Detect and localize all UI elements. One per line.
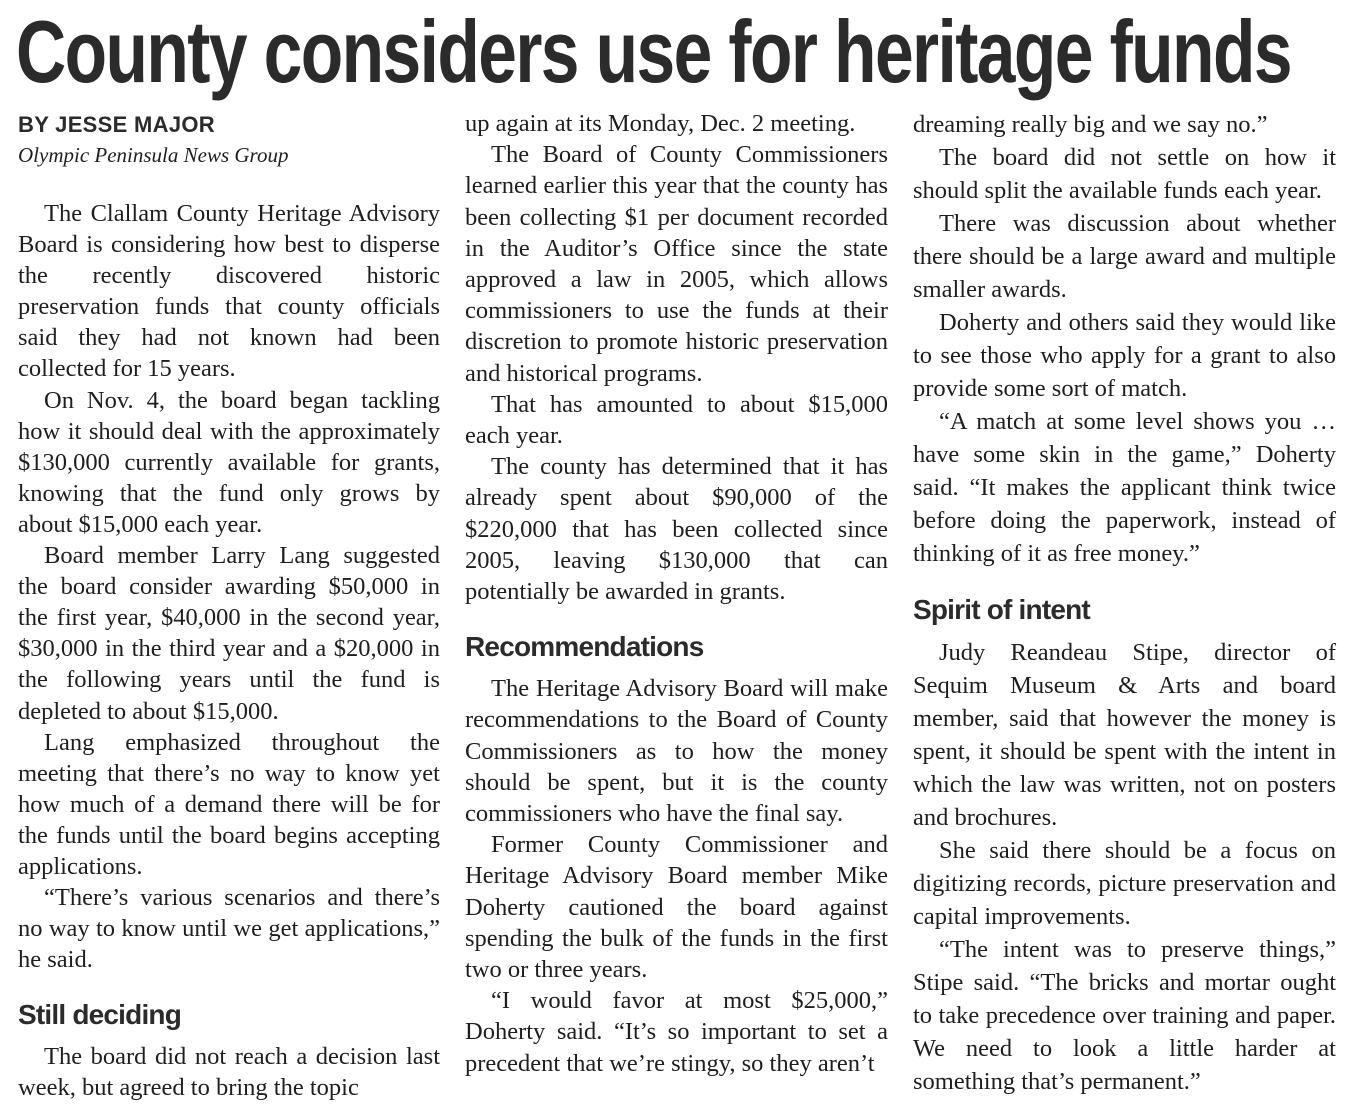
paragraph: That has amounted to about $15,000 each year. bbox=[465, 390, 888, 450]
paragraph: Judy Reandeau Stipe, director of Sequim Museum & Arts and board member, said that however the money is spent, it should be spent with the intent in which the law was written, not on posters and brochures. bbox=[913, 639, 1336, 831]
paragraph: Board member Larry Lang suggested the board consider awarding $50,000 in the first year, $40,000 in the second year, $30,000 in the third year and a $20,000 in the following years until the fund is depleted to about $15,000. bbox=[18, 542, 440, 725]
byline-affiliation: Olympic Peninsula News Group bbox=[18, 143, 289, 167]
subhead-still-deciding: Still deciding bbox=[18, 999, 182, 1031]
paragraph: She said there should be a focus on digitizing records, picture preservation and capital improvements. bbox=[913, 837, 1336, 930]
paragraph: The Board of County Commissioners learned earlier this year that the county has been collecting $1 per document recorded in the Auditor’s Office since the state approved a law in 2005, which allows commissioners to use the funds at their discretion to promote historic preservation and historical programs. bbox=[465, 141, 888, 387]
subhead-recommendations: Recommendations bbox=[465, 631, 704, 663]
paragraph: “I would favor at most $25,000,” Doherty said. “It’s so important to set a precedent that we’re stingy, so they aren’t bbox=[465, 987, 888, 1077]
paragraph: “There’s various scenarios and there’s no way to know until we get applications,” he said. bbox=[18, 884, 440, 974]
article-column-1 bbox=[18, 108, 440, 1104]
article-column-3 bbox=[913, 108, 1336, 1098]
headline: County considers use for heritage funds bbox=[16, 2, 1291, 101]
paragraph: “A match at some level shows you … have some skin in the game,” Doherty said. “It makes the applicant think twice before doing the paperwork, instead of thinking of it as free money.” bbox=[913, 408, 1336, 567]
paragraph: “The intent was to preserve things,” Stipe said. “The bricks and mortar ought to take precedence over training and paper. We need to look a little harder at something that’s permanent.” bbox=[913, 936, 1336, 1095]
subhead-spirit-of-intent: Spirit of intent bbox=[913, 594, 1090, 625]
paragraph: Former County Commissioner and Heritage Advisory Board member Mike Doherty cautioned the board against spending the bulk of the funds in the first two or three years. bbox=[465, 831, 888, 984]
paragraph-continued: up again at its Monday, Dec. 2 meeting. bbox=[465, 110, 856, 137]
article-column-2 bbox=[465, 108, 888, 1079]
paragraph: The Heritage Advisory Board will make recommendations to the Board of County Commissioners as to how the money should be spent, but it is the county commissioners who have the final say. bbox=[465, 675, 888, 828]
paragraph: There was discussion about whether there should be a large award and multiple smaller awards. bbox=[913, 210, 1336, 303]
paragraph: The Clallam County Heritage Advisory Board is considering how best to disperse the recently discovered historic preservation funds that county officials said they had not known had been collected for 15 years. bbox=[18, 200, 440, 383]
byline: BY JESSE MAJOR bbox=[18, 112, 215, 137]
paragraph: Lang emphasized throughout the meeting that there’s no way to know yet how much of a demand there will be for the funds until the board begins accepting applications. bbox=[18, 728, 440, 880]
paragraph: On Nov. 4, the board began tackling how it should deal with the approximately $130,000 currently available for grants, knowing that the fund only grows by about $15,000 each year. bbox=[18, 386, 440, 538]
paragraph: The board did not reach a decision last week, but agreed to bring the topic bbox=[18, 1043, 440, 1102]
paragraph: The board did not settle on how it should split the available funds each year. bbox=[913, 144, 1336, 204]
paragraph: Doherty and others said they would like to see those who apply for a grant to also provide some sort of match. bbox=[913, 309, 1336, 402]
paragraph: The county has determined that it has already spent about $90,000 of the $220,000 that has been collected since 2005, leaving $130,000 that can potentially be awarded in grants. bbox=[465, 453, 888, 606]
paragraph-continued: dreaming really big and we say no.” bbox=[913, 111, 1268, 138]
